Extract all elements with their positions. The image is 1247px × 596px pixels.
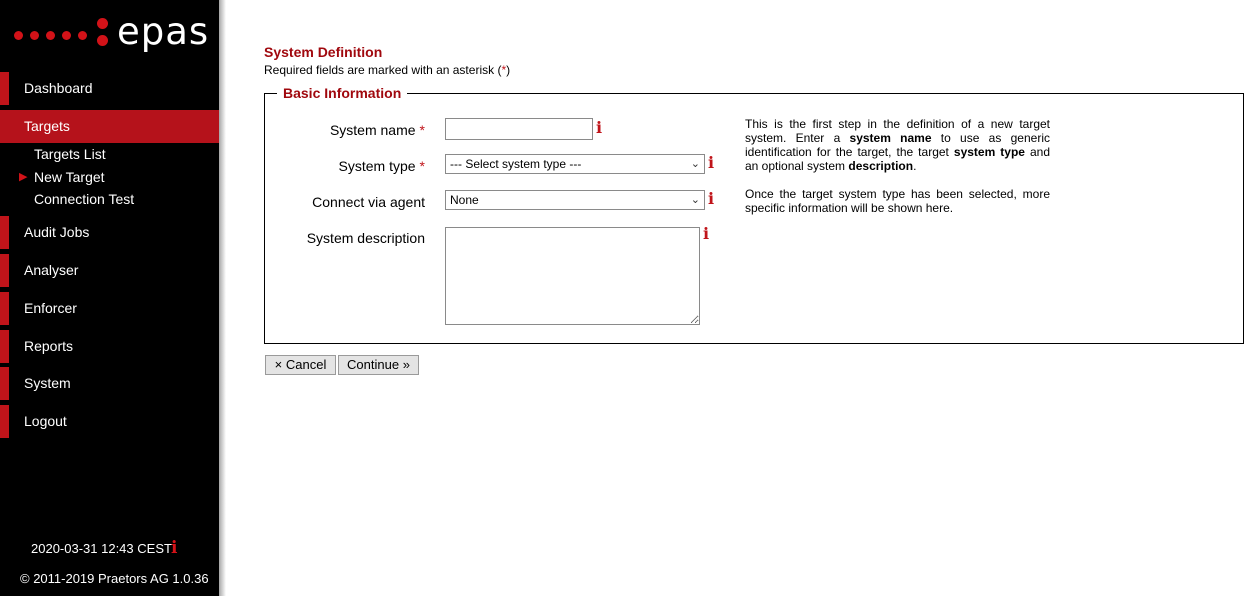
connect-via-agent-select[interactable] bbox=[445, 190, 705, 210]
continue-button[interactable]: Continue » bbox=[338, 355, 419, 375]
info-icon[interactable]: i bbox=[171, 538, 178, 558]
logo-dot bbox=[97, 35, 108, 46]
system-name-label bbox=[225, 122, 425, 138]
nav-logout[interactable]: Logout bbox=[0, 405, 219, 438]
sidebar bbox=[0, 0, 219, 596]
fieldset-legend: Basic Information bbox=[277, 84, 407, 102]
logo-text: epas bbox=[117, 10, 210, 53]
system-name-info-icon[interactable]: i bbox=[596, 118, 603, 137]
system-description-label: System description bbox=[306, 230, 425, 246]
help-text-part: . bbox=[913, 159, 917, 173]
help-keyword: description bbox=[848, 159, 914, 173]
nav-audit-jobs[interactable]: Audit Jobs bbox=[0, 216, 219, 249]
connect-via-agent-info-icon[interactable]: i bbox=[708, 189, 715, 208]
chevron-down-icon: ⌄ bbox=[690, 158, 700, 170]
system-type-info-icon[interactable]: i bbox=[708, 153, 715, 172]
help-text-part: to use as generic identification for the target, the target bbox=[745, 131, 1050, 159]
nav-targets[interactable]: Targets bbox=[0, 110, 219, 143]
system-description-textarea[interactable] bbox=[445, 227, 700, 325]
logo-dot bbox=[14, 31, 23, 40]
copyright: © 2011-2019 Praetors AG 1.0.36 bbox=[20, 571, 209, 586]
required-note-text: Required fields are marked with an asterisk ( bbox=[264, 63, 502, 77]
sidebar-shadow bbox=[219, 0, 226, 596]
nav-reports[interactable]: Reports bbox=[0, 330, 219, 363]
system-type-select[interactable] bbox=[445, 154, 705, 174]
help-text-part: This is the first step in the definition of a new target system. Enter a bbox=[745, 117, 1050, 145]
basic-information-fieldset bbox=[264, 85, 1244, 344]
epas-logo[interactable] bbox=[14, 10, 214, 54]
nav-dashboard[interactable]: Dashboard bbox=[0, 72, 219, 105]
help-paragraph-2: Once the target system type has been selected, more specific information will be shown here. bbox=[745, 187, 1050, 215]
required-note bbox=[264, 63, 510, 77]
asterisk: * bbox=[501, 63, 507, 77]
system-description-info-icon[interactable]: i bbox=[703, 224, 710, 243]
logo-dot bbox=[30, 31, 39, 40]
chevron-down-icon: ⌄ bbox=[690, 194, 700, 206]
system-type-label-text: System type bbox=[338, 158, 416, 174]
required-asterisk: * bbox=[419, 158, 425, 174]
logo-dot bbox=[97, 18, 108, 29]
cancel-button[interactable]: × Cancel bbox=[265, 355, 336, 375]
page-title: System Definition bbox=[264, 44, 383, 60]
subnav-connection-test[interactable]: Connection Test bbox=[34, 191, 135, 207]
subnav-new-target[interactable]: New Target bbox=[34, 169, 105, 185]
connect-via-agent-value: None bbox=[450, 193, 479, 207]
nav-enforcer[interactable]: Enforcer bbox=[0, 292, 219, 325]
server-datetime: 2020-03-31 12:43 CEST bbox=[31, 541, 172, 556]
logo-dot bbox=[78, 31, 87, 40]
subnav-targets-list[interactable]: Targets List bbox=[34, 146, 106, 162]
connect-via-agent-label: Connect via agent bbox=[312, 194, 425, 210]
logo-dot bbox=[62, 31, 71, 40]
current-page-arrow-icon: ▶ bbox=[19, 171, 28, 183]
system-type-value: --- Select system type --- bbox=[450, 157, 582, 171]
help-keyword: system type bbox=[953, 145, 1025, 159]
system-name-label-text: System name bbox=[329, 122, 416, 138]
system-type-label bbox=[225, 158, 425, 174]
logo-dot bbox=[46, 31, 55, 40]
help-text-part: and an optional system bbox=[745, 145, 1050, 173]
help-text bbox=[745, 117, 1050, 229]
nav-analyser[interactable]: Analyser bbox=[0, 254, 219, 287]
system-name-input[interactable] bbox=[445, 118, 593, 140]
required-note-end: ) bbox=[506, 63, 511, 77]
help-keyword: system name bbox=[849, 131, 932, 145]
help-paragraph-1 bbox=[745, 117, 1050, 173]
required-asterisk: * bbox=[419, 122, 425, 138]
nav-system[interactable]: System bbox=[0, 367, 219, 400]
